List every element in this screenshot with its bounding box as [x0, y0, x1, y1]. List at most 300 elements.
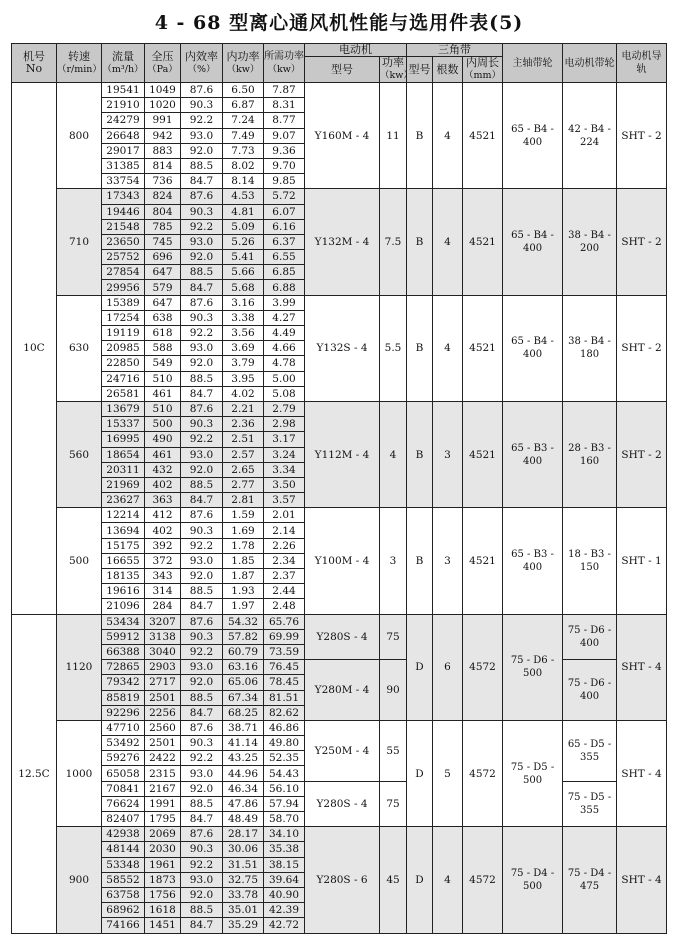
- power-cell: 35.29: [223, 918, 264, 933]
- req-power-cell: 2.79: [264, 401, 305, 416]
- motor-pulley-cell: 65 - D5 - 355: [563, 720, 617, 781]
- flow-cell: 63758: [102, 887, 145, 902]
- req-power-cell: 6.88: [264, 280, 305, 295]
- pressure-cell: 461: [145, 447, 181, 462]
- flow-cell: 53434: [102, 614, 145, 629]
- flow-cell: 82407: [102, 812, 145, 827]
- req-power-cell: 4.66: [264, 341, 305, 356]
- power-cell: 44.96: [223, 766, 264, 781]
- req-power-cell: 6.37: [264, 234, 305, 249]
- belt-length-cell: 4521: [463, 508, 503, 614]
- flow-cell: 53492: [102, 736, 145, 751]
- pressure-cell: 1961: [145, 857, 181, 872]
- efficiency-cell: 92.2: [181, 538, 223, 553]
- table-row: [12, 660, 667, 675]
- motor-power-cell: 5.5: [380, 295, 407, 401]
- motor-power-cell: 75: [380, 614, 407, 660]
- req-power-cell: 3.17: [264, 432, 305, 447]
- motor-pulley-cell: 75 - D4 - 475: [563, 827, 617, 933]
- table-row: [12, 189, 667, 204]
- header-power: 内功率 （kw）: [223, 44, 264, 83]
- req-power-cell: 8.31: [264, 98, 305, 113]
- power-cell: 68.25: [223, 705, 264, 720]
- req-power-cell: 49.80: [264, 736, 305, 751]
- flow-cell: 15389: [102, 295, 145, 310]
- motor-model-cell: Y280S - 6: [305, 827, 380, 933]
- power-cell: 3.56: [223, 326, 264, 341]
- power-cell: 5.66: [223, 265, 264, 280]
- power-cell: 43.25: [223, 751, 264, 766]
- header-motor-rail: 电动机导轨: [617, 44, 667, 83]
- req-power-cell: 9.70: [264, 158, 305, 173]
- belt-length-cell: 4572: [463, 614, 503, 720]
- pressure-cell: 392: [145, 538, 181, 553]
- req-power-cell: 9.36: [264, 143, 305, 158]
- efficiency-cell: 93.0: [181, 766, 223, 781]
- power-cell: 4.53: [223, 189, 264, 204]
- efficiency-cell: 92.0: [181, 675, 223, 690]
- req-power-cell: 2.37: [264, 569, 305, 584]
- motor-rail-cell: SHT - 4: [617, 720, 667, 826]
- power-cell: 65.06: [223, 675, 264, 690]
- flow-cell: 19616: [102, 584, 145, 599]
- req-power-cell: 65.76: [264, 614, 305, 629]
- power-cell: 7.24: [223, 113, 264, 128]
- power-cell: 33.78: [223, 887, 264, 902]
- power-cell: 5.26: [223, 234, 264, 249]
- header-efficiency: 内效率 （%）: [181, 44, 223, 83]
- motor-model-cell: Y280M - 4: [305, 660, 380, 721]
- flow-cell: 29956: [102, 280, 145, 295]
- pressure-cell: 991: [145, 113, 181, 128]
- efficiency-cell: 92.2: [181, 113, 223, 128]
- efficiency-cell: 88.5: [181, 690, 223, 705]
- pressure-cell: 1618: [145, 903, 181, 918]
- motor-model-cell: Y132S - 4: [305, 295, 380, 401]
- pressure-cell: 412: [145, 508, 181, 523]
- power-cell: 63.16: [223, 660, 264, 675]
- flow-cell: 13679: [102, 401, 145, 416]
- efficiency-cell: 92.2: [181, 644, 223, 659]
- efficiency-cell: 84.7: [181, 599, 223, 614]
- belt-count-cell: 3: [433, 508, 463, 614]
- main-pulley-cell: 65 - B4 - 400: [503, 189, 563, 295]
- flow-cell: 27854: [102, 265, 145, 280]
- motor-model-cell: Y250M - 4: [305, 720, 380, 781]
- req-power-cell: 3.50: [264, 477, 305, 492]
- header-machine-no: 机号 No: [12, 44, 57, 83]
- pressure-cell: 549: [145, 356, 181, 371]
- flow-cell: 66388: [102, 644, 145, 659]
- efficiency-cell: 87.6: [181, 83, 223, 98]
- req-power-cell: 4.78: [264, 356, 305, 371]
- power-cell: 3.95: [223, 371, 264, 386]
- pressure-cell: 372: [145, 553, 181, 568]
- flow-cell: 42938: [102, 827, 145, 842]
- belt-count-cell: 4: [433, 83, 463, 189]
- flow-cell: 85819: [102, 690, 145, 705]
- pressure-cell: 3138: [145, 629, 181, 644]
- belt-count-cell: 5: [433, 720, 463, 826]
- req-power-cell: 76.45: [264, 660, 305, 675]
- efficiency-cell: 93.0: [181, 341, 223, 356]
- belt-count-cell: 4: [433, 295, 463, 401]
- belt-length-cell: 4521: [463, 295, 503, 401]
- pressure-cell: 883: [145, 143, 181, 158]
- power-cell: 67.34: [223, 690, 264, 705]
- main-pulley-cell: 65 - B3 - 400: [503, 508, 563, 614]
- power-cell: 3.38: [223, 310, 264, 325]
- header-motor-power: 功率 （kw）: [380, 56, 413, 81]
- header-pressure: 全压 （Pa）: [145, 44, 181, 83]
- power-cell: 5.09: [223, 219, 264, 234]
- power-cell: 2.65: [223, 462, 264, 477]
- efficiency-cell: 87.6: [181, 295, 223, 310]
- flow-cell: 15175: [102, 538, 145, 553]
- power-cell: 7.49: [223, 128, 264, 143]
- req-power-cell: 52.35: [264, 751, 305, 766]
- efficiency-cell: 84.7: [181, 812, 223, 827]
- header-belt: 三角带: [407, 44, 503, 57]
- speed-cell: 1000: [57, 720, 102, 826]
- power-cell: 48.49: [223, 812, 264, 827]
- pressure-cell: 432: [145, 462, 181, 477]
- power-cell: 4.81: [223, 204, 264, 219]
- pressure-cell: 314: [145, 584, 181, 599]
- power-cell: 5.41: [223, 250, 264, 265]
- motor-power-cell: 7.5: [380, 189, 407, 295]
- belt-model-cell: D: [407, 827, 433, 933]
- pressure-cell: 1451: [145, 918, 181, 933]
- pressure-cell: 696: [145, 250, 181, 265]
- req-power-cell: 56.10: [264, 781, 305, 796]
- pressure-cell: 2501: [145, 736, 181, 751]
- pressure-cell: 1049: [145, 83, 181, 98]
- motor-rail-cell: SHT - 4: [617, 827, 667, 933]
- header-belt-length: 内周长 （mm）: [463, 56, 502, 81]
- power-cell: 3.16: [223, 295, 264, 310]
- motor-power-cell: 11: [380, 83, 407, 189]
- efficiency-cell: 92.0: [181, 143, 223, 158]
- flow-cell: 24716: [102, 371, 145, 386]
- speed-cell: 900: [57, 827, 102, 933]
- req-power-cell: 8.77: [264, 113, 305, 128]
- req-power-cell: 3.99: [264, 295, 305, 310]
- power-cell: 1.69: [223, 523, 264, 538]
- motor-pulley-cell: 75 - D5 - 355: [563, 781, 617, 827]
- flow-cell: 16995: [102, 432, 145, 447]
- pressure-cell: 647: [145, 295, 181, 310]
- flow-cell: 48144: [102, 842, 145, 857]
- req-power-cell: 6.07: [264, 204, 305, 219]
- flow-cell: 21096: [102, 599, 145, 614]
- flow-cell: 21548: [102, 219, 145, 234]
- belt-length-cell: 4572: [463, 720, 503, 826]
- motor-model-cell: Y280S - 4: [305, 614, 380, 660]
- motor-model-cell: Y280S - 4: [305, 781, 380, 827]
- machine-no-cell: 10C: [12, 83, 57, 615]
- motor-power-cell: 4: [380, 401, 407, 507]
- power-cell: 3.69: [223, 341, 264, 356]
- req-power-cell: 2.98: [264, 417, 305, 432]
- req-power-cell: 6.85: [264, 265, 305, 280]
- speed-cell: 500: [57, 508, 102, 614]
- motor-rail-cell: SHT - 2: [617, 189, 667, 295]
- belt-count-cell: 3: [433, 401, 463, 507]
- req-power-cell: 46.86: [264, 720, 305, 735]
- table-row: [12, 401, 667, 416]
- pressure-cell: 402: [145, 523, 181, 538]
- flow-cell: 31385: [102, 158, 145, 173]
- motor-pulley-cell: 75 - D6 - 400: [563, 614, 617, 660]
- pressure-cell: 1756: [145, 887, 181, 902]
- efficiency-cell: 87.6: [181, 614, 223, 629]
- flow-cell: 76624: [102, 796, 145, 811]
- power-cell: 3.79: [223, 356, 264, 371]
- efficiency-cell: 84.7: [181, 918, 223, 933]
- efficiency-cell: 90.3: [181, 98, 223, 113]
- motor-model-cell: Y100M - 4: [305, 508, 380, 614]
- power-cell: 47.86: [223, 796, 264, 811]
- power-cell: 2.77: [223, 477, 264, 492]
- flow-cell: 53348: [102, 857, 145, 872]
- pressure-cell: 2422: [145, 751, 181, 766]
- power-cell: 1.93: [223, 584, 264, 599]
- speed-cell: 800: [57, 83, 102, 189]
- flow-cell: 21910: [102, 98, 145, 113]
- motor-pulley-cell: 75 - D6 - 400: [563, 660, 617, 721]
- speed-cell: 1120: [57, 614, 102, 720]
- pressure-cell: 2501: [145, 690, 181, 705]
- belt-model-cell: D: [407, 614, 433, 720]
- efficiency-cell: 93.0: [181, 553, 223, 568]
- pressure-cell: 2560: [145, 720, 181, 735]
- power-cell: 1.85: [223, 553, 264, 568]
- motor-power-cell: 90: [380, 660, 407, 721]
- flow-cell: 24279: [102, 113, 145, 128]
- belt-length-cell: 4521: [463, 189, 503, 295]
- pressure-cell: 638: [145, 310, 181, 325]
- req-power-cell: 9.07: [264, 128, 305, 143]
- power-cell: 30.06: [223, 842, 264, 857]
- efficiency-cell: 93.0: [181, 872, 223, 887]
- flow-cell: 59276: [102, 751, 145, 766]
- header-motor: 电动机: [305, 44, 407, 57]
- header-req-power: 所需功率 （kw）: [264, 44, 305, 83]
- pressure-cell: 510: [145, 371, 181, 386]
- motor-rail-cell: SHT - 2: [617, 401, 667, 507]
- req-power-cell: 2.01: [264, 508, 305, 523]
- efficiency-cell: 90.3: [181, 310, 223, 325]
- belt-model-cell: B: [407, 508, 433, 614]
- efficiency-cell: 92.2: [181, 432, 223, 447]
- belt-count-cell: 4: [433, 827, 463, 933]
- page-title: 4 - 68 型离心通风机性能与选用件表(5): [154, 12, 524, 34]
- efficiency-cell: 93.0: [181, 447, 223, 462]
- belt-length-cell: 4521: [463, 401, 503, 507]
- power-cell: 31.51: [223, 857, 264, 872]
- table-row: [12, 614, 667, 629]
- efficiency-cell: 88.5: [181, 796, 223, 811]
- pressure-cell: 2167: [145, 781, 181, 796]
- flow-cell: 13694: [102, 523, 145, 538]
- flow-cell: 20311: [102, 462, 145, 477]
- header-belt-count: 根数: [433, 57, 463, 83]
- motor-model-cell: Y132M - 4: [305, 189, 380, 295]
- pressure-cell: 814: [145, 158, 181, 173]
- main-pulley-cell: 65 - B4 - 400: [503, 83, 563, 189]
- main-pulley-cell: 75 - D4 - 500: [503, 827, 563, 933]
- efficiency-cell: 90.3: [181, 629, 223, 644]
- flow-cell: 22850: [102, 356, 145, 371]
- header-flow: 流量 （m³/h）: [102, 44, 145, 83]
- efficiency-cell: 92.2: [181, 857, 223, 872]
- pressure-cell: 510: [145, 401, 181, 416]
- pressure-cell: 2030: [145, 842, 181, 857]
- power-cell: 4.02: [223, 386, 264, 401]
- flow-cell: 19541: [102, 83, 145, 98]
- flow-cell: 58552: [102, 872, 145, 887]
- main-pulley-cell: 75 - D6 - 500: [503, 614, 563, 720]
- req-power-cell: 38.15: [264, 857, 305, 872]
- req-power-cell: 2.48: [264, 599, 305, 614]
- req-power-cell: 7.87: [264, 83, 305, 98]
- motor-rail-cell: SHT - 1: [617, 508, 667, 614]
- flow-cell: 12214: [102, 508, 145, 523]
- motor-rail-cell: SHT - 4: [617, 614, 667, 720]
- motor-power-cell: 45: [380, 827, 407, 933]
- efficiency-cell: 92.0: [181, 887, 223, 902]
- efficiency-cell: 84.7: [181, 386, 223, 401]
- flow-cell: 16655: [102, 553, 145, 568]
- power-cell: 1.78: [223, 538, 264, 553]
- efficiency-cell: 88.5: [181, 903, 223, 918]
- motor-pulley-cell: 18 - B3 - 150: [563, 508, 617, 614]
- req-power-cell: 54.43: [264, 766, 305, 781]
- motor-power-cell: 55: [380, 720, 407, 781]
- header-row-1: [12, 44, 667, 57]
- speed-cell: 630: [57, 295, 102, 401]
- pressure-cell: 736: [145, 174, 181, 189]
- power-cell: 5.68: [223, 280, 264, 295]
- flow-cell: 17254: [102, 310, 145, 325]
- pressure-cell: 2717: [145, 675, 181, 690]
- req-power-cell: 9.85: [264, 174, 305, 189]
- power-cell: 32.75: [223, 872, 264, 887]
- main-pulley-cell: 65 - B3 - 400: [503, 401, 563, 507]
- power-cell: 38.71: [223, 720, 264, 735]
- power-cell: 6.87: [223, 98, 264, 113]
- performance-table: [11, 43, 667, 934]
- efficiency-cell: 92.0: [181, 356, 223, 371]
- power-cell: 1.97: [223, 599, 264, 614]
- flow-cell: 33754: [102, 174, 145, 189]
- belt-count-cell: 6: [433, 614, 463, 720]
- efficiency-cell: 92.0: [181, 462, 223, 477]
- flow-cell: 17343: [102, 189, 145, 204]
- req-power-cell: 6.55: [264, 250, 305, 265]
- req-power-cell: 34.10: [264, 827, 305, 842]
- pressure-cell: 785: [145, 219, 181, 234]
- pressure-cell: 1020: [145, 98, 181, 113]
- efficiency-cell: 84.7: [181, 174, 223, 189]
- efficiency-cell: 84.7: [181, 493, 223, 508]
- belt-count-cell: 4: [433, 189, 463, 295]
- pressure-cell: 343: [145, 569, 181, 584]
- table-row: [12, 508, 667, 523]
- flow-cell: 23627: [102, 493, 145, 508]
- req-power-cell: 3.34: [264, 462, 305, 477]
- belt-length-cell: 4521: [463, 83, 503, 189]
- motor-pulley-cell: 28 - B3 - 160: [563, 401, 617, 507]
- motor-pulley-cell: 38 - B4 - 200: [563, 189, 617, 295]
- req-power-cell: 42.72: [264, 918, 305, 933]
- pressure-cell: 2315: [145, 766, 181, 781]
- pressure-cell: 618: [145, 326, 181, 341]
- req-power-cell: 39.64: [264, 872, 305, 887]
- pressure-cell: 490: [145, 432, 181, 447]
- req-power-cell: 5.00: [264, 371, 305, 386]
- req-power-cell: 2.14: [264, 523, 305, 538]
- flow-cell: 25752: [102, 250, 145, 265]
- power-cell: 2.81: [223, 493, 264, 508]
- header-motor-pulley: 电动机带轮: [563, 44, 617, 83]
- motor-model-cell: Y160M - 4: [305, 83, 380, 189]
- flow-cell: 29017: [102, 143, 145, 158]
- req-power-cell: 6.16: [264, 219, 305, 234]
- pressure-cell: 461: [145, 386, 181, 401]
- efficiency-cell: 90.3: [181, 417, 223, 432]
- pressure-cell: 579: [145, 280, 181, 295]
- machine-no-cell: 12.5C: [12, 614, 57, 933]
- efficiency-cell: 87.6: [181, 401, 223, 416]
- efficiency-cell: 87.6: [181, 720, 223, 735]
- pressure-cell: 3207: [145, 614, 181, 629]
- pressure-cell: 804: [145, 204, 181, 219]
- efficiency-cell: 92.2: [181, 219, 223, 234]
- table-body: [12, 83, 667, 934]
- flow-cell: 26581: [102, 386, 145, 401]
- req-power-cell: 42.39: [264, 903, 305, 918]
- req-power-cell: 2.44: [264, 584, 305, 599]
- belt-model-cell: D: [407, 720, 433, 826]
- flow-cell: 19119: [102, 326, 145, 341]
- power-cell: 35.01: [223, 903, 264, 918]
- power-cell: 60.79: [223, 644, 264, 659]
- req-power-cell: 81.51: [264, 690, 305, 705]
- efficiency-cell: 93.0: [181, 128, 223, 143]
- flow-cell: 15337: [102, 417, 145, 432]
- pressure-cell: 745: [145, 234, 181, 249]
- pressure-cell: 2069: [145, 827, 181, 842]
- power-cell: 28.17: [223, 827, 264, 842]
- efficiency-cell: 88.5: [181, 477, 223, 492]
- flow-cell: 19446: [102, 204, 145, 219]
- power-cell: 46.34: [223, 781, 264, 796]
- flow-cell: 18135: [102, 569, 145, 584]
- power-cell: 2.57: [223, 447, 264, 462]
- efficiency-cell: 93.0: [181, 660, 223, 675]
- req-power-cell: 73.59: [264, 644, 305, 659]
- req-power-cell: 3.57: [264, 493, 305, 508]
- req-power-cell: 40.90: [264, 887, 305, 902]
- speed-cell: 560: [57, 401, 102, 507]
- pressure-cell: 824: [145, 189, 181, 204]
- power-cell: 57.82: [223, 629, 264, 644]
- power-cell: 54.32: [223, 614, 264, 629]
- power-cell: 2.51: [223, 432, 264, 447]
- power-cell: 2.36: [223, 417, 264, 432]
